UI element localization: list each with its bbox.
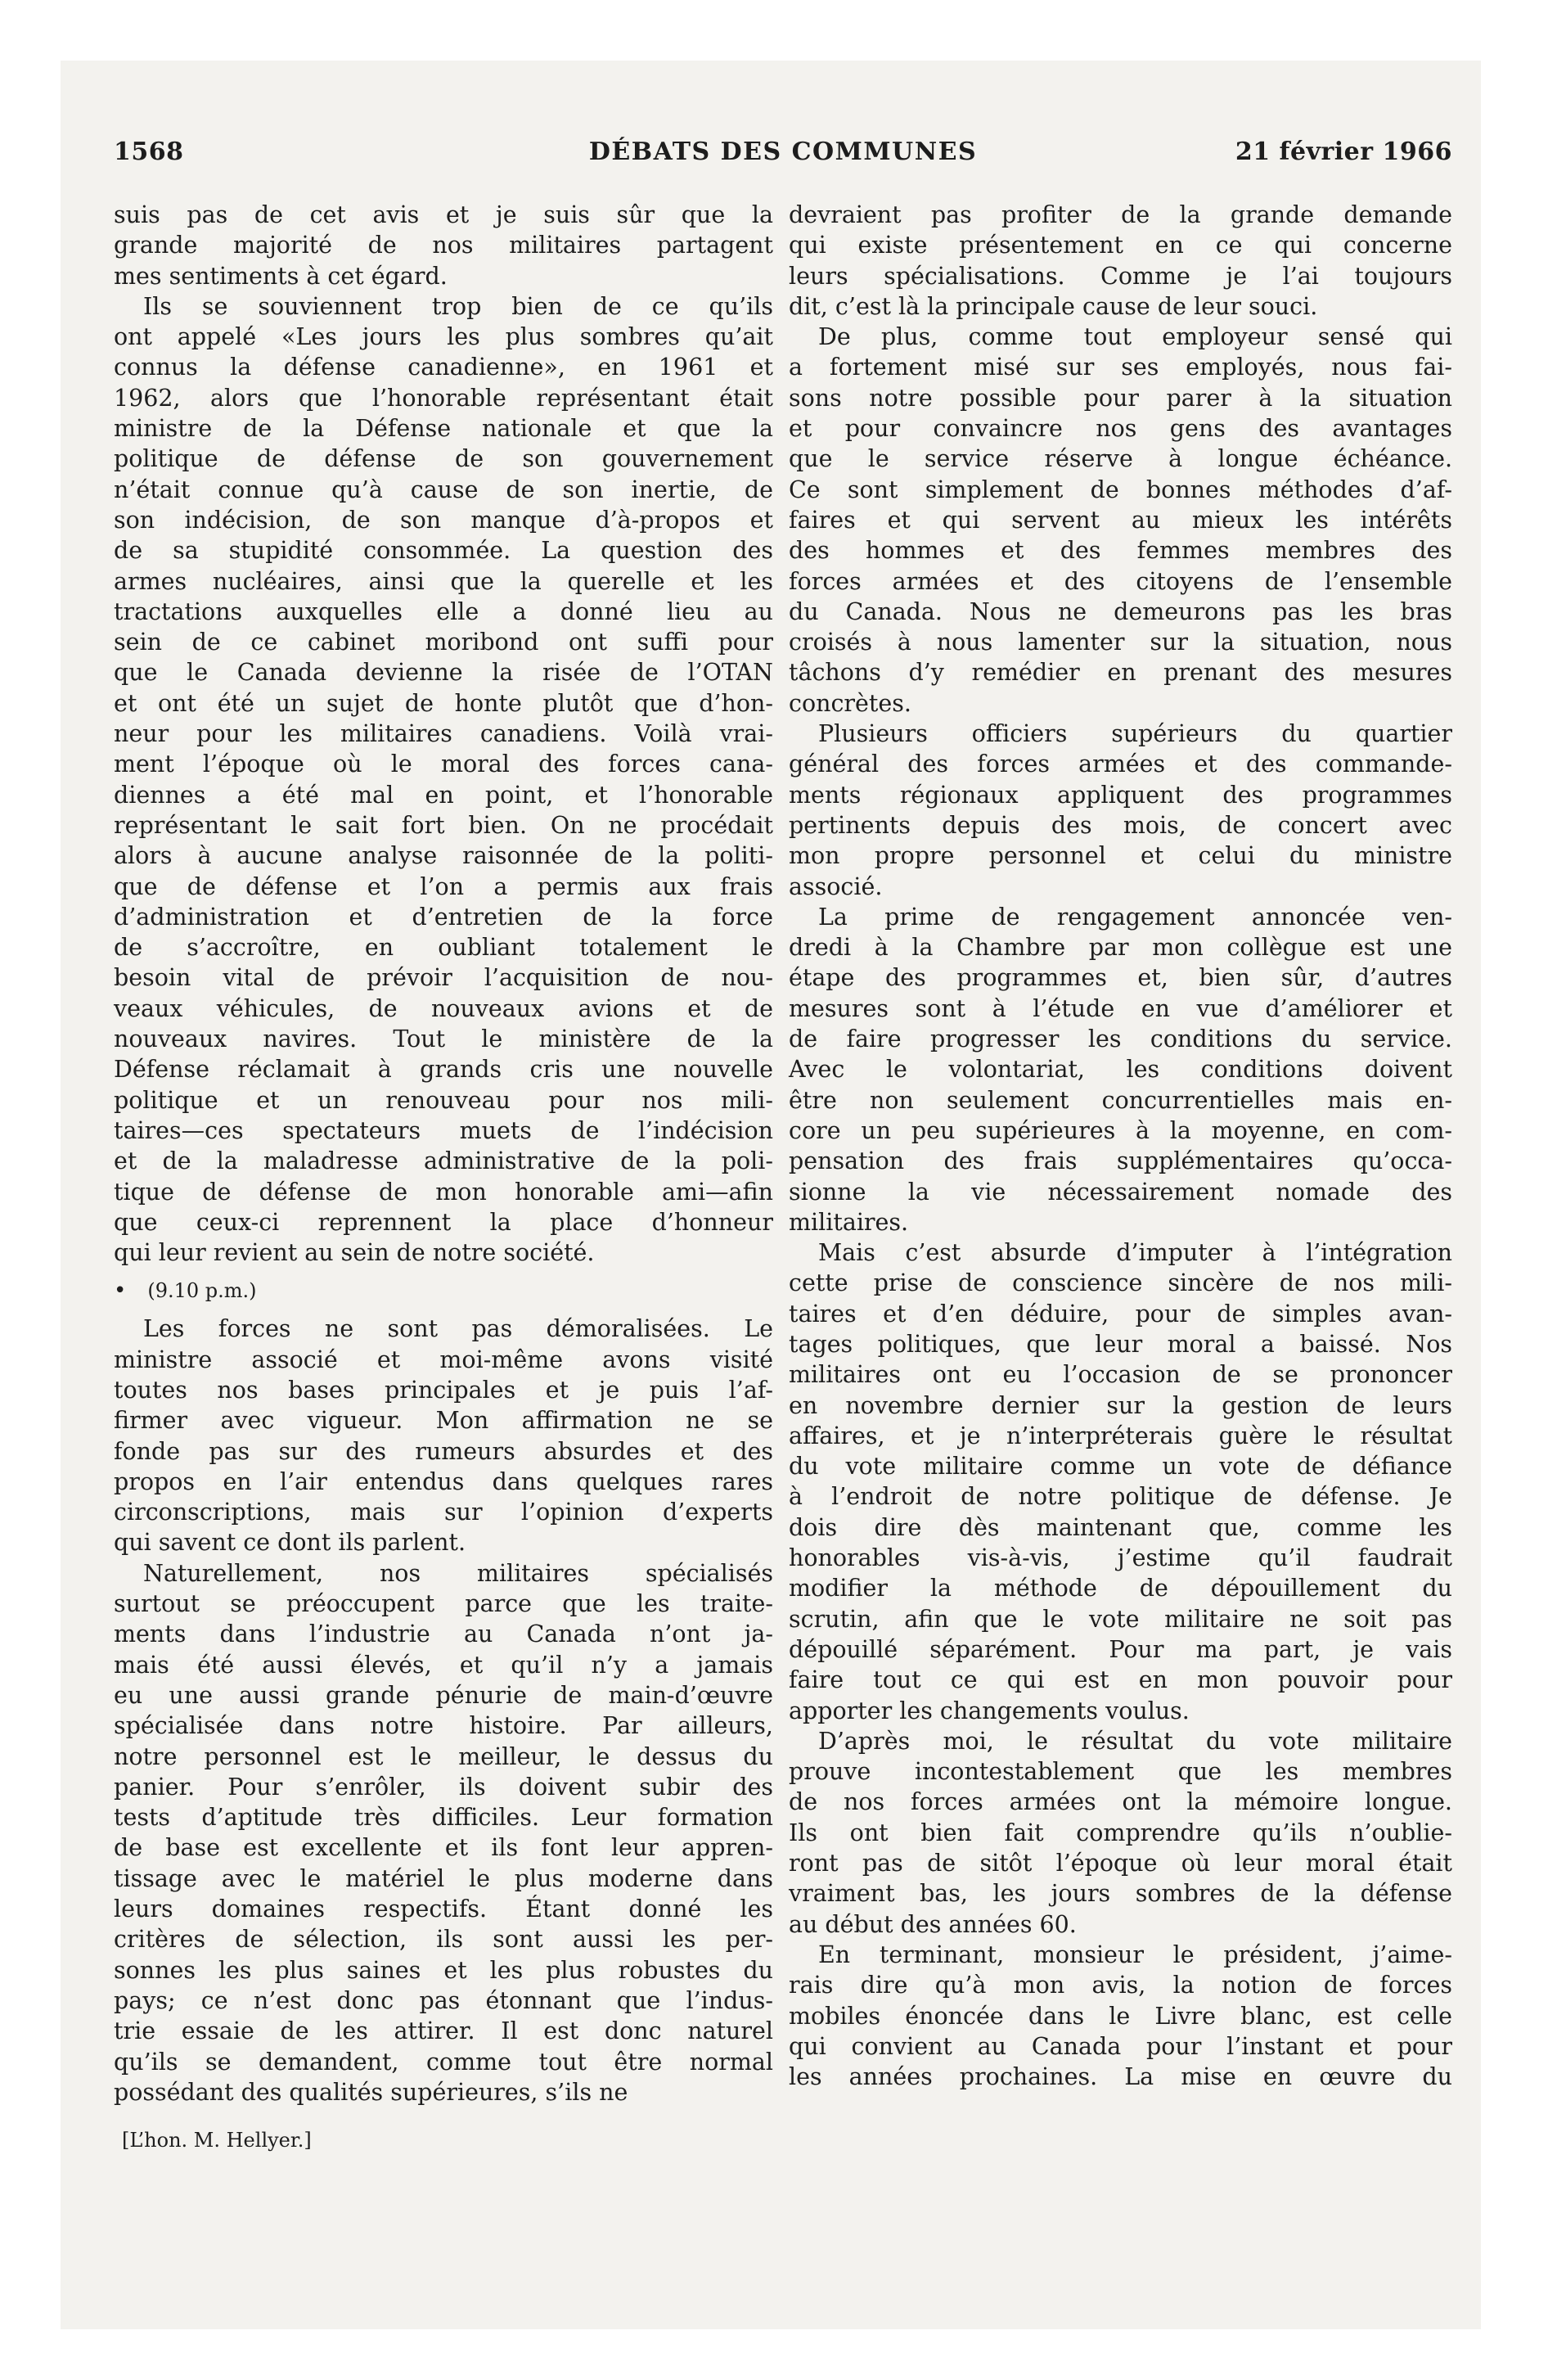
text-line: panier. Pour s’enrôler, ils doivent subir des (114, 1773, 773, 1801)
text-line: ment l’époque où le moral des forces cana- (114, 751, 773, 778)
text-line: surtout se préoccupent parce que les traite- (114, 1590, 773, 1618)
text-line: qui leur revient au sein de notre société. (114, 1239, 595, 1267)
text-line: forces armées et des citoyens de l’ensemble (789, 567, 1452, 595)
text-line: Défense réclamait à grands cris une nouvelle (114, 1056, 773, 1084)
text-line: affaires, et je n’interpréterais guère le résultat (789, 1422, 1452, 1449)
text-line: toutes nos bases principales et je puis l’af- (114, 1376, 773, 1404)
page-number: 1568 (114, 137, 184, 166)
text-line: dit, c’est là la principale cause de leur souci. (789, 292, 1318, 320)
text-line: qui savent ce dont ils parlent. (114, 1529, 466, 1557)
text-line: dredi à la Chambre par mon collègue est une (789, 934, 1452, 962)
text-line: mobiles énoncée dans le Livre blanc, est celle (789, 2002, 1452, 2030)
text-line: scrutin, afin que le vote militaire ne soit pas (789, 1605, 1452, 1633)
left-column (114, 200, 773, 2156)
text-line: tages politiques, que leur moral a baissé. Nos (789, 1330, 1452, 1358)
text-line: du Canada. Nous ne demeurons pas les bras (789, 597, 1452, 625)
text-line: modifier la méthode de dépouillement du (789, 1575, 1452, 1602)
text-line: ments dans l’industrie au Canada n’ont ja- (114, 1620, 773, 1648)
text-line: leurs spécialisations. Comme je l’ai toujours (789, 262, 1452, 290)
text-line: que le Canada devienne la risée de l’OTAN (114, 659, 773, 687)
page-date: 21 février 1966 (1235, 137, 1452, 166)
text-line: ministre de la Défense nationale et que la (114, 415, 773, 443)
text-line: connus la défense canadienne», en 1961 et (114, 354, 773, 381)
text-line: Les forces ne sont pas démoralisées. Le (143, 1315, 773, 1343)
text-line: général des forces armées et des commande- (789, 751, 1452, 778)
text-line: faire tout ce qui est en mon pouvoir pour (789, 1666, 1452, 1694)
text-line: Avec le volontariat, les conditions doivent (789, 1056, 1452, 1084)
text-line: mon propre personnel et celui du ministre (789, 842, 1452, 870)
text-line: nouveaux navires. Tout le ministère de la (114, 1025, 773, 1053)
text-line: pensation des frais supplémentaires qu’occa- (789, 1147, 1452, 1175)
text-line: et ont été un sujet de honte plutôt que d’hon- (114, 689, 773, 717)
text-line: ments régionaux appliquent des programmes (789, 781, 1452, 809)
text-line: circonscriptions, mais sur l’opinion d’experts (114, 1499, 773, 1526)
text-line: D’après moi, le résultat du vote militaire (818, 1727, 1452, 1755)
text-line: dépouillé séparément. Pour ma part, je vais (789, 1635, 1452, 1663)
text-line: Naturellement, nos militaires spécialisés (143, 1559, 773, 1587)
text-line: diennes a été mal en point, et l’honorable (114, 781, 773, 809)
text-line: Ils se souviennent trop bien de ce qu’ils (143, 292, 773, 320)
text-line: ront pas de sitôt l’époque où leur moral était (789, 1850, 1452, 1877)
text-line: de sa stupidité consommée. La question des (114, 537, 773, 565)
text-line: de s’accroître, en oubliant totalement le (114, 934, 773, 962)
text-line: concrètes. (789, 689, 911, 717)
text-line: d’administration et d’entretien de la force (114, 903, 773, 931)
text-line: que de défense et l’on a permis aux frais (114, 872, 773, 900)
text-line: militaires ont eu l’occasion de se prononcer (789, 1361, 1452, 1389)
text-line: apporter les changements voulus. (789, 1697, 1190, 1724)
text-line: veaux véhicules, de nouveaux avions et de (114, 994, 773, 1022)
text-line: pays; ce n’est donc pas étonnant que l’indus- (114, 1986, 773, 2014)
text-line: En terminant, monsieur le président, j’aime- (818, 1941, 1452, 1968)
text-line: sionne la vie nécessairement nomade des (789, 1178, 1452, 1206)
text-line: leurs domaines respectifs. Étant donné les (114, 1895, 773, 1923)
time-bullet-icon: • (114, 1278, 127, 1304)
text-line: 1962, alors que l’honorable représentant était (114, 384, 773, 412)
text-line: spécialisée dans notre histoire. Par ailleurs, (114, 1712, 773, 1740)
text-line: La prime de rengagement annoncée ven- (818, 903, 1452, 931)
text-line: tests d’aptitude très difficiles. Leur formation (114, 1804, 773, 1832)
text-line: sons notre possible pour parer à la situation (789, 384, 1452, 412)
text-line: étape des programmes et, bien sûr, d’autres (789, 964, 1452, 992)
text-line: que ceux-ci reprennent la place d’honneur (114, 1208, 773, 1236)
text-line: neur pour les militaires canadiens. Voilà vrai- (114, 720, 773, 748)
text-line: possédant des qualités supérieures, s’ils ne (114, 2078, 628, 2106)
text-line: honorables vis-à-vis, j’estime qu’il faudrait (789, 1544, 1452, 1572)
text-line: Mais c’est absurde d’imputer à l’intégration (818, 1239, 1452, 1267)
time-stamp: (9.10 p.m.) (147, 1279, 257, 1303)
text-line: mes sentiments à cet égard. (114, 262, 448, 290)
right-column (789, 200, 1452, 2092)
text-line: tique de défense de mon honorable ami—afin (114, 1178, 773, 1206)
text-line: de nos forces armées ont la mémoire longue. (789, 1788, 1452, 1816)
text-line: mesures sont à l’étude en vue d’améliorer et (789, 994, 1452, 1022)
text-line: et de la maladresse administrative de la poli- (114, 1147, 773, 1175)
text-line: représentant le sait fort bien. On ne procédait (114, 811, 773, 839)
text-line: armes nucléaires, ainsi que la querelle et les (114, 567, 773, 595)
text-line: qui convient au Canada pour l’instant et pour (789, 2032, 1452, 2060)
text-line: taires—ces spectateurs muets de l’indécision (114, 1116, 773, 1144)
text-line: propos en l’air entendus dans quelques rares (114, 1467, 773, 1495)
text-line: être non seulement concurrentielles mais en- (789, 1086, 1452, 1114)
text-line: notre personnel est le meilleur, le dessus du (114, 1742, 773, 1770)
text-line: les années prochaines. La mise en œuvre du (789, 2063, 1452, 2091)
text-line: suis pas de cet avis et je suis sûr que la (114, 201, 773, 228)
text-line: militaires. (789, 1208, 909, 1236)
text-line: critères de sélection, ils sont aussi les per- (114, 1926, 773, 1954)
text-line: ont appelé «Les jours les plus sombres qu’ait (114, 323, 773, 351)
text-line: associé. (789, 872, 883, 900)
text-line: Ce sont simplement de bonnes méthodes d’af- (789, 476, 1452, 503)
speaker-attribution: [L’hon. M. Hellyer.] (122, 2129, 312, 2152)
text-line: vraiment bas, les jours sombres de la défense (789, 1880, 1452, 1908)
text-line: pertinents depuis des mois, de concert avec (789, 811, 1452, 839)
text-line: politique et un renouveau pour nos mili- (114, 1086, 773, 1114)
text-line: n’était connue qu’à cause de son inertie, de (114, 476, 773, 503)
text-line: croisés à nous lamenter sur la situation, nous (789, 629, 1452, 656)
text-line: en novembre dernier sur la gestion de leurs (789, 1391, 1452, 1419)
left-column-text-before-time (114, 200, 773, 1268)
text-line: de base est excellente et ils font leur appren- (114, 1834, 773, 1862)
text-line: eu une aussi grande pénurie de main-d’œuvre (114, 1681, 773, 1709)
text-line: politique de défense de son gouvernement (114, 445, 773, 473)
text-line: du vote militaire comme un vote de défiance (789, 1453, 1452, 1481)
page-title: DÉBATS DES COMMUNES (588, 137, 978, 166)
text-line: dois dire dès maintenant que, comme les (789, 1513, 1452, 1541)
text-line: alors à aucune analyse raisonnée de la politi- (114, 842, 773, 870)
text-line: Plusieurs officiers supérieurs du quartier (818, 720, 1452, 748)
text-line: au début des années 60. (789, 1910, 1077, 1938)
page-header (114, 137, 1452, 174)
text-line: son indécision, de son manque d’à-propos et (114, 506, 773, 534)
text-line: trie essaie de les attirer. Il est donc naturel (114, 2017, 773, 2045)
text-line: cette prise de conscience sincère de nos mili- (789, 1269, 1452, 1297)
right-column-text (789, 200, 1452, 2092)
text-line: De plus, comme tout employeur sensé qui (818, 323, 1452, 351)
text-line: qu’ils se demandent, comme tout être normal (114, 2048, 773, 2076)
text-line: ministre associé et moi-même avons visité (114, 1346, 773, 1373)
text-line: tâchons d’y remédier en prenant des mesures (789, 659, 1452, 687)
text-line: tissage avec le matériel le plus moderne dans (114, 1864, 773, 1892)
text-line: et pour convaincre nos gens des avantages (789, 415, 1452, 443)
text-line: de faire progresser les conditions du service. (789, 1025, 1452, 1053)
text-line: taires et d’en déduire, pour de simples avan- (789, 1300, 1452, 1327)
text-line: firmer avec vigueur. Mon affirmation ne se (114, 1407, 773, 1435)
text-line: a fortement misé sur ses employés, nous fai- (789, 354, 1452, 381)
left-column-text-after-time (114, 1314, 773, 2107)
text-line: Ils ont bien fait comprendre qu’ils n’oublie- (789, 1819, 1452, 1846)
text-line: tractations auxquelles elle a donné lieu au (114, 597, 773, 625)
text-line: que le service réserve à longue échéance. (789, 445, 1452, 473)
text-line: mais été aussi élevés, et qu’il n’y a jamais (114, 1651, 773, 1679)
text-line: qui existe présentement en ce qui concerne (789, 232, 1452, 259)
text-line: grande majorité de nos militaires partagent (114, 232, 773, 259)
text-line: fonde pas sur des rumeurs absurdes et des (114, 1437, 773, 1465)
text-line: sein de ce cabinet moribond ont suffi pour (114, 629, 773, 656)
text-line: des hommes et des femmes membres des (789, 537, 1452, 565)
text-line: prouve incontestablement que les membres (789, 1758, 1452, 1786)
text-line: sonnes les plus saines et les plus robustes du (114, 1956, 773, 1984)
text-line: à l’endroit de notre politique de défense. Je (789, 1483, 1452, 1511)
text-line: devraient pas profiter de la grande demande (789, 201, 1452, 228)
text-line: rais dire qu’à mon avis, la notion de forces (789, 1972, 1452, 1999)
text-line: core un peu supérieures à la moyenne, en com- (789, 1116, 1452, 1144)
text-line: faires et qui servent au mieux les intérêts (789, 506, 1452, 534)
text-line: besoin vital de prévoir l’acquisition de nou- (114, 964, 773, 992)
time-stamp-line (114, 1274, 773, 1309)
